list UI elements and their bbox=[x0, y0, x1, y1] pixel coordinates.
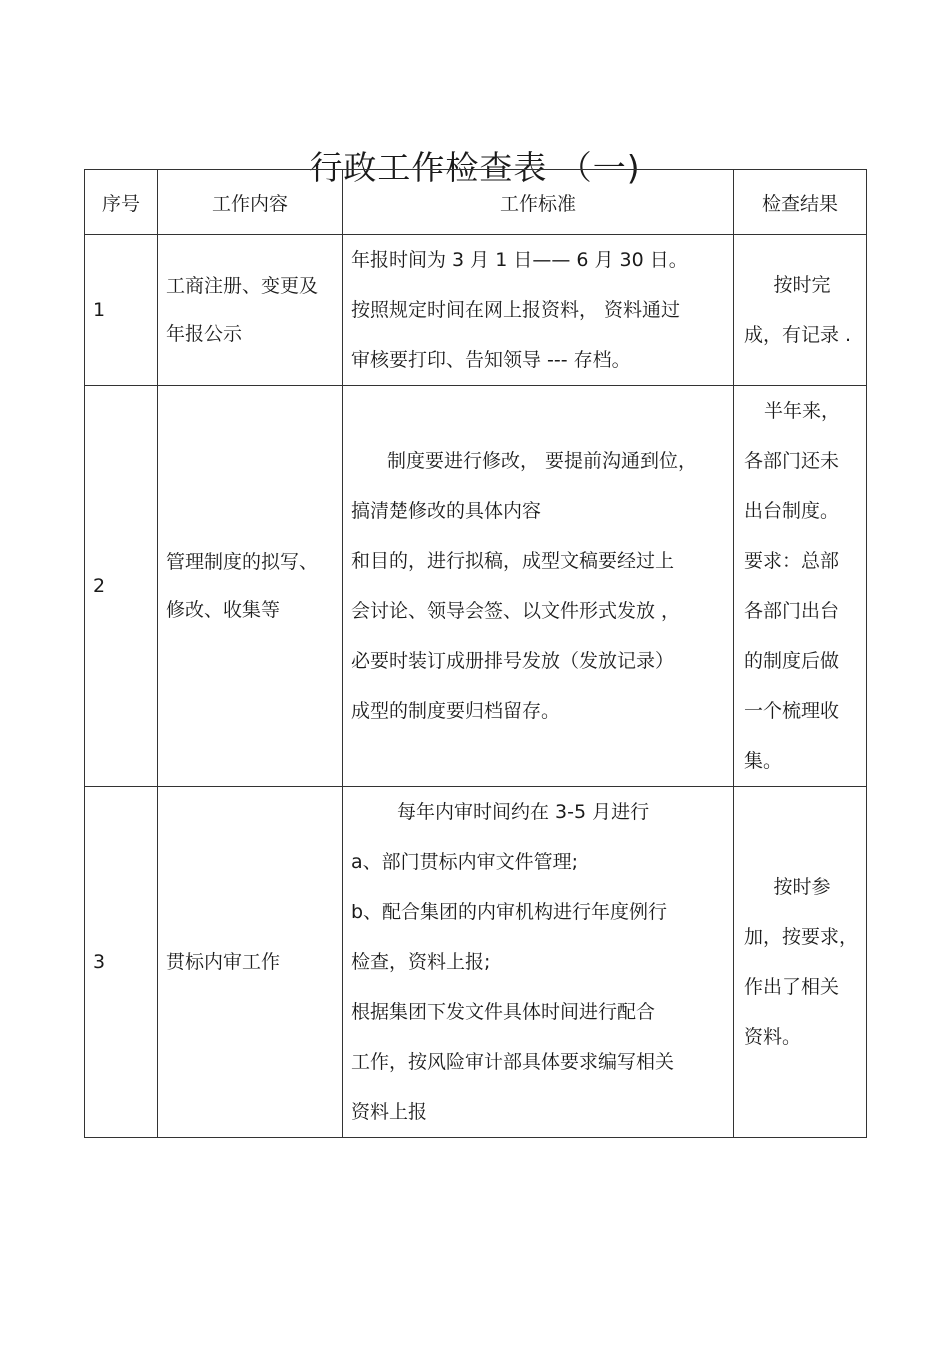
text-line: 工作，按风险审计部具体要求编写相关 bbox=[351, 1051, 675, 1073]
text-line: 资料。 bbox=[744, 1026, 802, 1048]
text-line: 一个梳理收 bbox=[744, 700, 840, 722]
text-line: 的制度后做 bbox=[744, 650, 840, 672]
text-line: 工商注册、变更及 bbox=[166, 275, 319, 297]
text-line: 年报时间为 3 月 1 日—— 6 月 30 日。 bbox=[351, 249, 688, 271]
text-line: b、配合集团的内审机构进行年度例行 bbox=[351, 901, 668, 923]
table-row bbox=[85, 787, 867, 1138]
text-line: 搞清楚修改的具体内容 bbox=[351, 500, 542, 522]
text-line: 年报公示 bbox=[166, 323, 243, 345]
row-work-content bbox=[158, 787, 343, 1138]
text-line: 和目的，进行拟稿，成型文稿要经过上 bbox=[351, 550, 675, 572]
text-line: 根据集团下发文件具体时间进行配合 bbox=[351, 1001, 656, 1023]
table-header-row bbox=[85, 170, 867, 235]
text-line: 按时完 bbox=[773, 274, 831, 296]
text-line: 每年内审时间约在 3-5 月进行 bbox=[397, 801, 650, 823]
row-work-standard bbox=[343, 386, 734, 787]
row-check-result bbox=[734, 235, 867, 386]
text-line: 集。 bbox=[744, 750, 783, 772]
row-work-standard bbox=[343, 235, 734, 386]
text-line: 审核要打印、告知领导 --- 存档。 bbox=[351, 349, 631, 371]
text-line: 贯标内审工作 bbox=[166, 951, 281, 973]
text-line: 按时参 bbox=[773, 876, 831, 898]
header-work-content: 工作内容 bbox=[158, 170, 343, 235]
header-number: 序号 bbox=[85, 170, 158, 235]
row-work-standard bbox=[343, 787, 734, 1138]
header-check-result: 检查结果 bbox=[734, 170, 867, 235]
header-work-standard: 工作标准 bbox=[343, 170, 734, 235]
text-line: 要求：总部 bbox=[744, 550, 840, 572]
page-title: 行政工作检查表 （一) bbox=[309, 148, 641, 188]
text-line: 出台制度。 bbox=[744, 500, 840, 522]
text-line: 制度要进行修改， 要提前沟通到位， bbox=[387, 450, 698, 472]
text-line: 必要时装订成册排号发放（发放记录） bbox=[351, 650, 675, 672]
text-line: a、部门贯标内审文件管理; bbox=[351, 851, 579, 873]
text-line: 半年来， bbox=[763, 400, 840, 422]
text-line: 会讨论、领导会签、以文件形式发放 ， bbox=[351, 600, 681, 622]
row-work-content bbox=[158, 235, 343, 386]
text-line: 各部门出台 bbox=[744, 600, 840, 622]
row-number: 1 bbox=[85, 235, 158, 386]
row-number: 2 bbox=[85, 386, 158, 787]
text-line: 成，有记录 . bbox=[744, 324, 852, 346]
text-line: 作出了相关 bbox=[744, 976, 840, 998]
text-line: 检查，资料上报; bbox=[351, 951, 491, 973]
text-line: 按照规定时间在网上报资料， 资料通过 bbox=[351, 299, 681, 321]
text-line: 各部门还未 bbox=[744, 450, 840, 472]
row-number: 3 bbox=[85, 787, 158, 1138]
row-work-content bbox=[158, 386, 343, 787]
inspection-table bbox=[84, 169, 867, 1138]
text-line: 资料上报 bbox=[351, 1101, 428, 1123]
text-line: 修改、收集等 bbox=[166, 599, 281, 621]
text-line: 管理制度的拟写、 bbox=[166, 551, 319, 573]
table-row bbox=[85, 386, 867, 787]
table-row bbox=[85, 235, 867, 386]
row-check-result bbox=[734, 787, 867, 1138]
text-line: 加，按要求， bbox=[744, 926, 859, 948]
row-check-result bbox=[734, 386, 867, 787]
text-line: 成型的制度要归档留存。 bbox=[351, 700, 561, 722]
